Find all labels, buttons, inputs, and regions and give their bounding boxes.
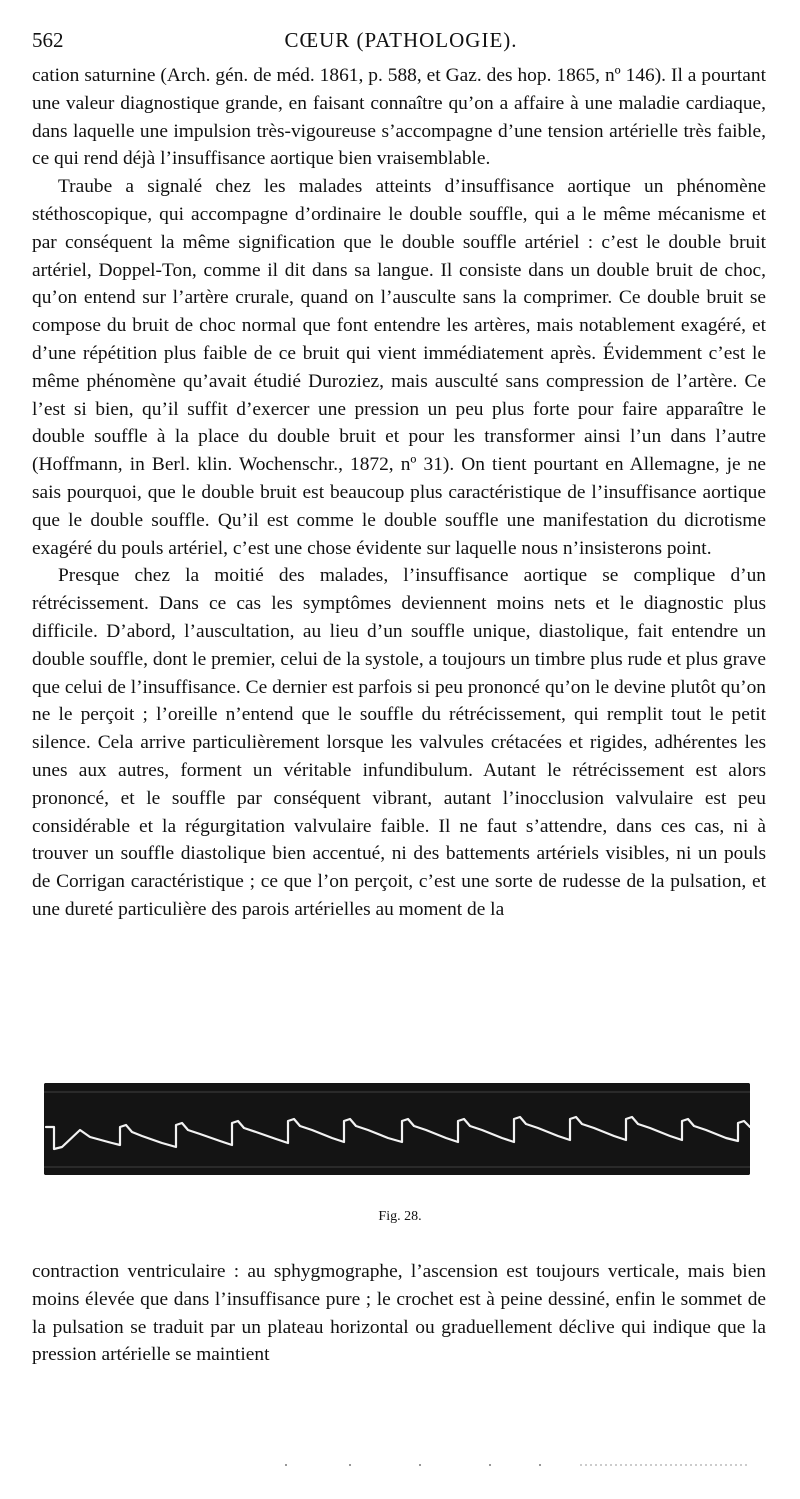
paragraph-4: contraction ventriculaire : au sphygmographe, l’ascension est toujours verticale, mais bien moins élevée que dans l’insuffisance pure ; le crochet est à peine dessiné, enfin le sommet de la pulsation se traduit par un plateau horizontal ou graduellement déclive qui indique que la pression artérielle se maintient [32, 1261, 766, 1366]
page-header [32, 28, 770, 58]
paragraph-2: Traube a signalé chez les malades atteints d’insuffisance aortique un phénomène stéthoscopique, qui accompagne d’ordinaire le double souffle, qui a le même mécanisme et par conséquent la même signification que le double souffle artériel : c’est le double bruit artériel, Doppel-Ton, comme il dit dans sa langue. Il consiste dans un double bruit de choc, qu’on entend sur l’artère crurale, quand on l’ausculte sans la comprimer. Ce double bruit se compose du bruit de choc normal que font entendre les artères, mais notablement exagéré, et d’une répétition plus faible de ce bruit qui vient immédiatement après. Évidemment c’est le même phénomène qu’avait étudié Duroziez, mais ausculté sans compression de l’artère. Ce l’est si bien, qu’il suffit d’exercer une pression un peu plus forte pour faire apparaître le double souffle à la place du double bruit et pour les transformer ainsi l’un dans l’autre (Hoffmann, in Berl. klin. Wochenschr., 1872, nº 31). On tient pourtant en Allemagne, je ne sais pourquoi, que le double bruit est beaucoup plus caractéristique de l’insuffisance aortique que le double souffle. Qu’il est comme le double souffle une manifestation du dicrotisme exagéré du pouls artériel, c’est une chose évidente sur laquelle nous n’insisterons point. [32, 176, 766, 559]
page-number: 562 [32, 28, 64, 52]
figure-caption: Fig. 28. [378, 1209, 422, 1224]
sphygmograph-figure [44, 1083, 750, 1175]
running-head: CŒUR (PATHOLOGIE). [284, 28, 518, 52]
main-text [32, 62, 766, 924]
print-artifact-dots [280, 1462, 760, 1468]
sphygmograph-trace-icon [44, 1083, 750, 1175]
continuation-text [32, 1258, 766, 1369]
paragraph-3: Presque chez la moitié des malades, l’insuffisance aortique se complique d’un rétrécissement. Dans ce cas les symptômes deviennent moins nets et le diagnostic plus difficile. D’abord, l’auscultation, au lieu d’un souffle unique, diastolique, fait entendre un double souffle, dont le premier, celui de la systole, a toujours un timbre plus rude et plus grave que celui de l’insuffisance. Ce dernier est parfois si peu prononcé qu’on le devine plutôt qu’on ne le perçoit ; l’oreille n’entend que le souffle du rétrécissement, qui remplit tout le petit silence. Cela arrive particulièrement lorsque les valvules crétacées et rigides, adhérentes les unes aux autres, forment un véritable infundibulum. Autant le rétrécissement est alors prononcé, et le souffle par conséquent vibrant, autant l’inocclusion valvulaire est peu considérable et la régurgitation valvulaire faible. Il ne faut s’attendre, dans ces cas, ni à trouver un souffle diastolique bien accentué, ni des battements artériels visibles, ni un pouls de Corrigan caractéristique ; ce que l’on perçoit, c’est une sorte de rudesse de la pulsation, et une dureté particulière des parois artérielles au moment de la [32, 565, 766, 920]
paragraph-1: cation saturnine (Arch. gén. de méd. 1861, p. 588, et Gaz. des hop. 1865, nº 146). Il a pourtant une valeur diagnostique grande, en faisant connaître qu’on a affaire à une maladie cardiaque, dans laquelle une impulsion très-vigoureuse s’accompagne d’une tension artérielle très faible, ce qui rend déjà l’insuffisance aortique bien vraisemblable. [32, 65, 766, 170]
